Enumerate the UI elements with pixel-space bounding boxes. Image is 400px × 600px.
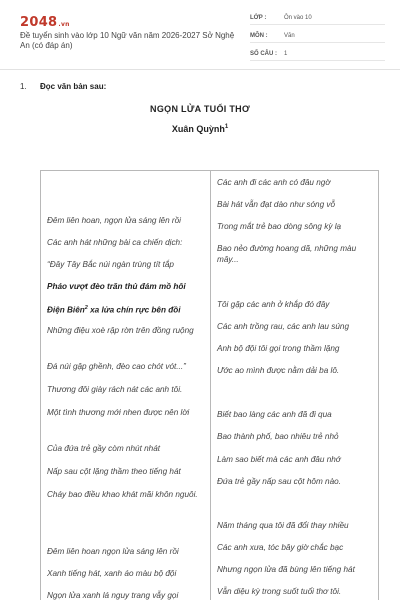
poem-line: Các anh đi các anh có đâu ngờ bbox=[217, 178, 331, 187]
poem-line: Thương đôi giày rách nát các anh tôi. bbox=[47, 385, 183, 394]
poem-line-place: Điện Biên bbox=[47, 305, 85, 315]
logo-text: 2048 bbox=[20, 15, 58, 30]
poem-line: “Đây Tây Bắc núi ngàn trùng tít tắp bbox=[47, 260, 174, 269]
poem-line: Trong mắt trẻ bao dòng sông kỳ lạ bbox=[217, 222, 342, 231]
poem-line: Xanh tiếng hát, xanh áo màu bộ đội bbox=[47, 569, 177, 578]
meta-info bbox=[250, 12, 385, 66]
page-header bbox=[0, 0, 400, 70]
meta-value-subject: Văn bbox=[284, 33, 295, 39]
author-name: Xuân Quỳnh bbox=[171, 124, 225, 134]
poem-title: NGỌN LỬA TUỔI THƠ bbox=[150, 104, 250, 114]
poem-line bbox=[47, 303, 204, 316]
poem-table bbox=[40, 170, 379, 600]
poem-line: Pháo vượt đèo trăn thủ đám mồ hôi bbox=[47, 282, 186, 291]
meta-label-count: SỐ CÂU : bbox=[250, 51, 277, 57]
site-logo[interactable] bbox=[20, 15, 70, 30]
poem-line: Những điệu xoè rập rờn trên đồng ruộng bbox=[47, 326, 194, 335]
poem-line: Các anh hát những bài ca chiến dịch: bbox=[47, 238, 183, 247]
question-number: 1. bbox=[20, 82, 27, 91]
poem-line: Ước ao mình được nằm dải ba lô. bbox=[217, 366, 340, 375]
meta-value-grade: Ôn vào 10 bbox=[284, 15, 312, 21]
poem-line: Bao thành phố, bao nhiêu trẻ nhỏ bbox=[217, 432, 339, 441]
poem-line: Bao nẻo đường hoang dã, những màu mây... bbox=[217, 244, 357, 264]
poem-line: Một tình thương mới nhen được nên lời bbox=[47, 408, 190, 417]
poem-line: Các anh trồng rau, các anh lau súng bbox=[217, 322, 349, 331]
meta-value-count: 1 bbox=[284, 51, 288, 57]
poem-line: Đêm liên hoan, ngọn lửa sáng lên rồi bbox=[47, 216, 181, 225]
poem-line: Nhưng ngọn lửa đã bùng lên tiếng hát bbox=[217, 565, 355, 574]
poem-line: Của đứa trẻ gầy còm nhút nhát bbox=[47, 444, 161, 453]
poem-line: Đứa trẻ gầy nấp sau cột hôm nào. bbox=[217, 477, 341, 486]
poem-line: Đá núi gập ghềnh, đèo cao chót vót...” bbox=[47, 362, 186, 371]
logo-suffix: .vn bbox=[58, 21, 70, 28]
poem-column-left bbox=[41, 171, 211, 600]
meta-label-grade: LỚP : bbox=[250, 15, 267, 21]
poem-line: Đêm liên hoan ngọn lửa sáng lên rồi bbox=[47, 547, 179, 556]
meta-row-count bbox=[250, 48, 385, 61]
poem-line: Tôi gặp các anh ở khắp đó đây bbox=[217, 300, 330, 309]
footnote-ref[interactable]: 2 bbox=[84, 305, 88, 311]
poem-line: Làm sao biết mà các anh đâu nhớ bbox=[217, 455, 341, 464]
poem-line: Nấp sau cột lặng thầm theo tiếng hát bbox=[47, 467, 181, 476]
meta-row-subject bbox=[250, 30, 385, 43]
poem-line-rest: xa lửa chín rực bên đồi bbox=[87, 305, 181, 315]
poem-line: Bài hát vẫn đạt dào như sóng vỗ bbox=[217, 200, 336, 209]
author-footnote-ref[interactable]: 1 bbox=[224, 124, 229, 130]
poem-line: Vẫn diệu kỳ trong suốt tuổi thơ tôi. bbox=[217, 587, 342, 596]
meta-label-subject: MÔN : bbox=[250, 33, 268, 39]
poem-line: Anh bộ đội tôi gọi trong thầm lặng bbox=[217, 344, 340, 353]
poem-column-right bbox=[211, 171, 380, 600]
poem-line: Biết bao làng các anh đã đi qua bbox=[217, 410, 332, 419]
document-title: Đề tuyển sinh vào lớp 10 Ngữ văn năm 2026-2027 Sở Nghệ An (có đáp án) bbox=[20, 31, 235, 50]
poem-line: Ngọn lửa xanh lá nguy trang vẫy gọi bbox=[47, 591, 179, 600]
poem-line: Cháy bao điều khao khát mãi khôn nguôi. bbox=[47, 490, 198, 499]
poem-line: Năm tháng qua tôi đã đổi thay nhiều bbox=[217, 521, 349, 530]
question-text: Đọc văn bản sau: bbox=[40, 82, 107, 91]
meta-row-grade bbox=[250, 12, 385, 25]
poem-author bbox=[0, 124, 400, 134]
poem-line: Các anh xưa, tóc bây giờ chắc bạc bbox=[217, 543, 344, 552]
